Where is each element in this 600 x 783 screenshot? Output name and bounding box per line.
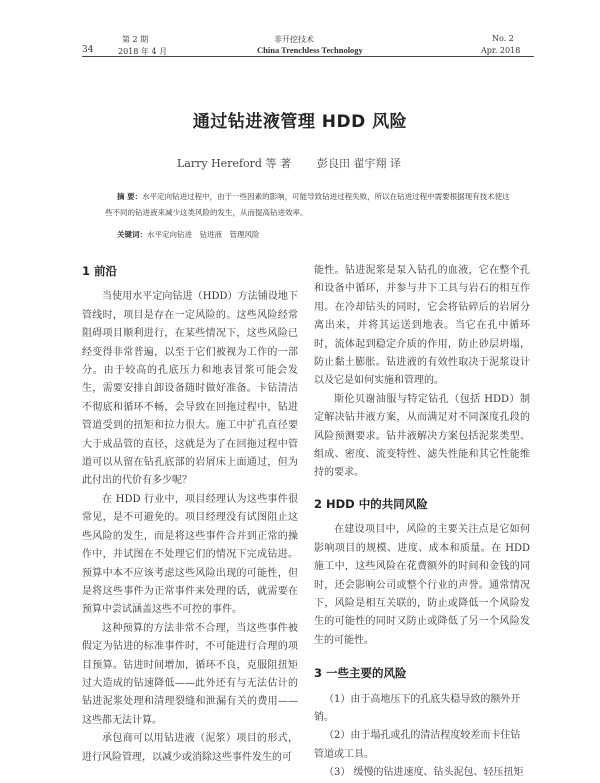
column-left <box>82 262 298 767</box>
col1-paragraph-3: 这种预算的方法非常不合理，当这些事件被假定为钻进的标准事件时，不可能进行合理的项目预算。钻进时间增加，循环不良，克服阻扭矩过大造成的钻速降低——此外还有与无法估计的钻进泥浆处理和清理裂缝和泄漏有关的费用——这些都无法计算。 <box>82 622 298 726</box>
header-date-en: Apr. 2018 <box>481 46 521 55</box>
risk-list <box>314 691 530 783</box>
keywords <box>105 227 517 243</box>
risk-list-item: （2）由于塌孔或孔的清洁程度较差而卡住钻管道或工具。 <box>314 730 521 760</box>
col1-paragraph-1: 当使用水平定向钻进（HDD）方法铺设地下管线时，项目是存在一定风险的。这些风险经常阻碍项目顺利进行，在某些情况下，这些风险已经变得非常普遍，以至于它们被视为工作的一部分。由于较高的孔底压力和地表冒浆可能会发生，需要安排自卸设备随时做好准备。卡钻清洁不彻底和循环不畅，会导致在回拖过程中，钻进管道受到的扭矩和拉力很大。施工中扩孔直径要大于成品管的直径，这就是为了在回拖过程中管道可以从留在钻孔底部的岩屑床上面通过，但为此付出的代价有多少呢？ <box>82 291 298 487</box>
col1-paragraph-2: 在 HDD 行业中，项目经理认为这些事件很常见，是不可避免的。项目经理没有试图阻止这些风险的发生，而是将这些事件合并到正常的操作中，并试图在不处理它们的情况下完成钻进。预算中本不应该考虑这些风险出现的可能性，但是将这些事件为正常事件来处理的话，就需要在预算中尝试涵盖这些不可控的事件。 <box>82 493 298 616</box>
section-3-title: 3 一些主要的风险 <box>314 666 407 681</box>
article-author: Larry Hereford 等 著 <box>177 157 291 170</box>
keywords-label: 关键词： <box>117 230 147 239</box>
header-journal-cn: 非开挖技术 <box>274 35 314 44</box>
abstract-text: 水平定向钻进过程中，由于一些因素的影响，可能导致钻进过程失败，所以在钻进过程中需要根据现有技术使这些不同的钻进液来减少这类风险的发生，从而提高钻进效率。 <box>105 192 510 217</box>
header-rule <box>82 56 534 57</box>
risk-list-item: （1）由于高地压下的孔底失稳导致的额外开销。 <box>314 693 521 723</box>
article-translators: 彭良田 翟宇翔 译 <box>317 157 401 170</box>
header-journal-en: China Trenchless Technology <box>257 45 363 55</box>
header-page-number: 34 <box>82 45 94 55</box>
risk-list-item: （3） 缓慢的钻进速度、钻头泥包、轻压扭矩 <box>324 767 524 779</box>
section-1-title: 1 前沿 <box>82 264 118 278</box>
col1-paragraph-4: 承包商可以用钻进液（泥浆）项目的形式，进行风险管理，以减少或消除这些事件发生的可 <box>82 733 298 763</box>
article-title: 通过钻进液管理 HDD 风险 <box>192 112 408 132</box>
col2-paragraph-3: 在建设项目中，风险的主要关注点是它如何影响项目的规模、进度、成本和质量。在 HDD 施工中，这些风险在花费额外的时间和金钱的同时，还会影响公司或整个行业的声誉。通常情况下，风险是相互关联的，防止或降低一个风险发生的可能性的同时又防止或降低了另一个风险发生的可能性。 <box>314 524 530 646</box>
col2-paragraph-2: 斯伦贝谢油服与特定钻孔（包括 HDD）制定解决钻井液方案，从而满足对不同深度孔段的风险预测要求。钻井液解决方案包括泥浆类型、组成、密度、流变特性、滤失性能和其它性能维持的要求。 <box>314 393 530 479</box>
keywords-text: 水平定向钻进 钻进液 管理风险 <box>147 230 260 239</box>
abstract <box>105 189 517 221</box>
col2-paragraph-1: 能性。钻进泥浆是泵入钻孔的血液，它在整个孔和设备中循环，并参与井下工具与岩石的相互作用。在冷却钻头的同时，它会将钻碎后的岩屑分离出来，并将其运送到地表。当它在孔中循环时，流体起到稳定介质的作用，防止砂层坍塌，防止黏土膨胀。钻进液的有效性取决于泥浆设计以及它是如何实施和管理的。 <box>314 265 530 387</box>
header-date-cn: 2018 年 4 月 <box>118 47 168 56</box>
abstract-label: 摘 要： <box>117 192 143 201</box>
header-issue-cn: 第 2 期 <box>122 35 149 44</box>
column-right <box>314 262 530 783</box>
section-2-title: 2 HDD 中的共同风险 <box>314 496 428 511</box>
header-issue-en: No. 2 <box>492 34 514 43</box>
